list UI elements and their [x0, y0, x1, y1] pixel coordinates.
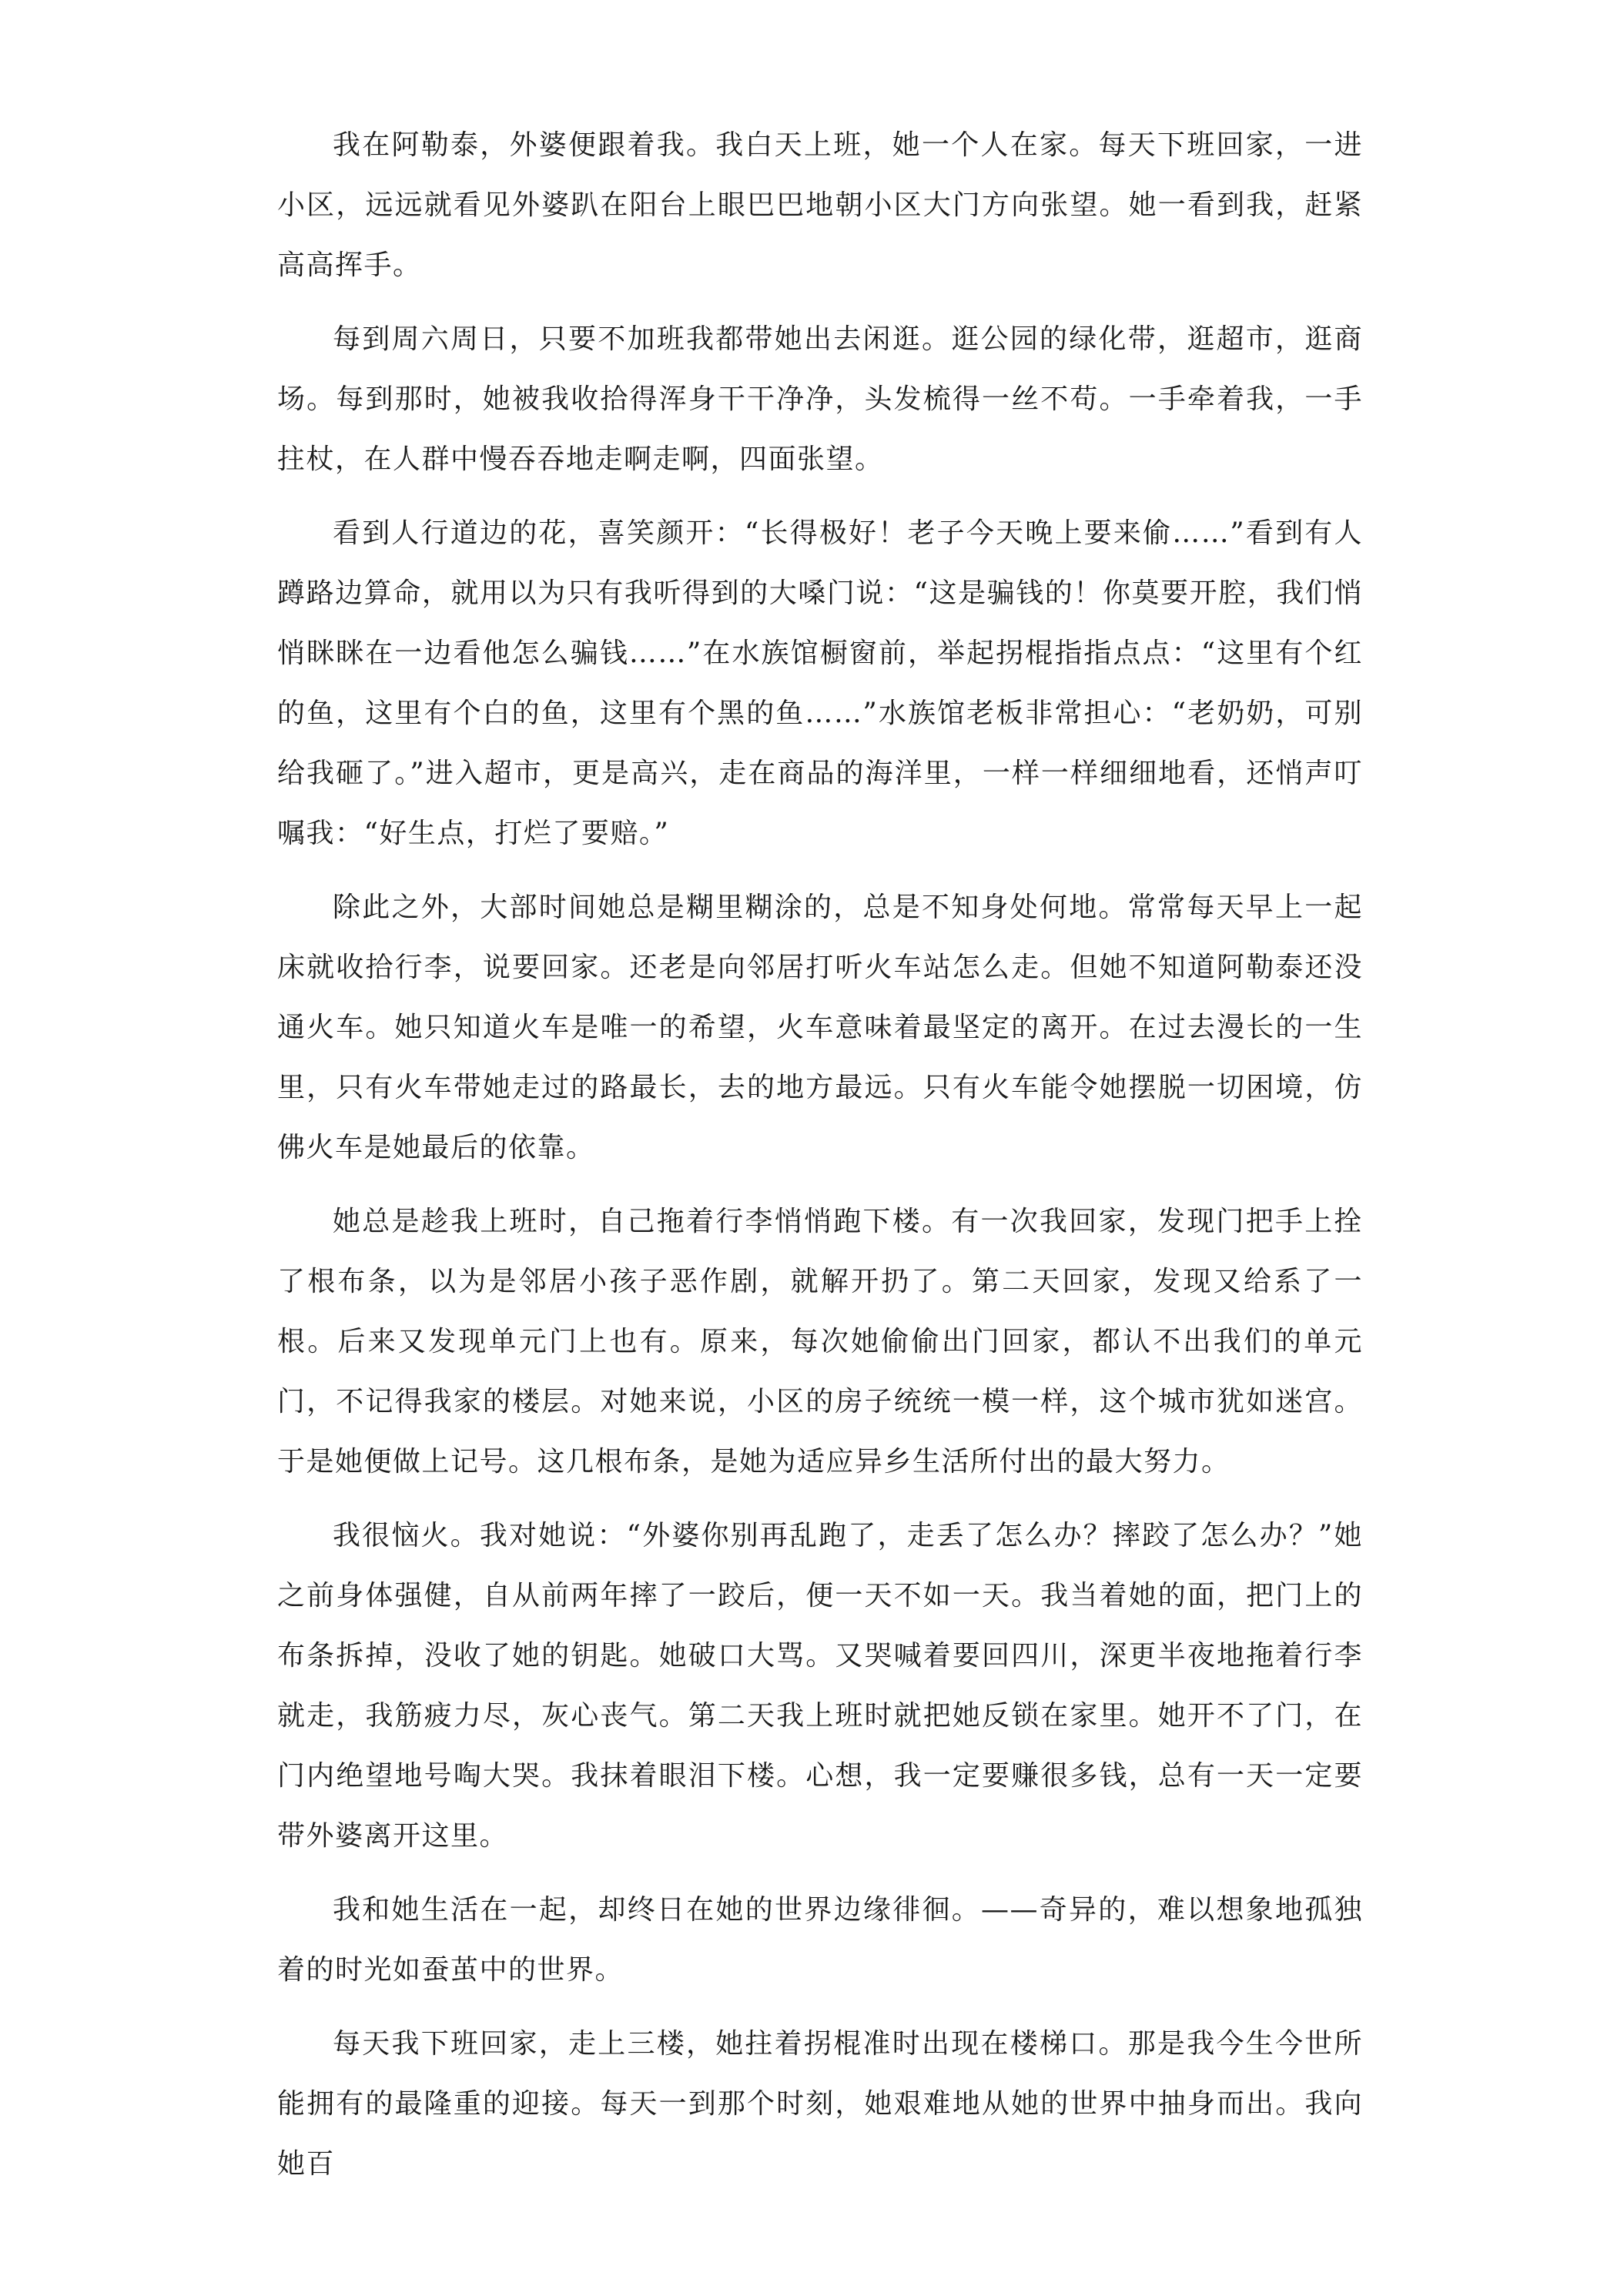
paragraph-3: 看到人行道边的花，喜笑颜开：“长得极好！老子今天晚上要来偷……”看到有人蹲路边算命，就用以为只有我听得到的大嗓门说：“这是骗钱的！你莫要开腔，我们悄悄眯眯在一边看他怎么骗钱……”在水族馆橱窗前，举起拐棍指指点点：“这里有个红的鱼，这里有个白的鱼，这里有个黑的鱼……”水族馆老板非常担心：“老奶奶，可别给我砸了。”进入超市，更是高兴，走在商品的海洋里，一样一样细细地看，还悄声叮嘱我：“好生点，打烂了要赔。”: [277, 517, 1363, 849]
document-body: [277, 115, 1363, 2208]
paragraph-6: 我很恼火。我对她说：“外婆你别再乱跑了，走丢了怎么办？摔跤了怎么办？”她之前身体强健，自从前两年摔了一跤后，便一天不如一天。我当着她的面，把门上的布条拆掉，没收了她的钥匙。她破口大骂。又哭喊着要回四川，深更半夜地拖着行李就走，我筋疲力尽，灰心丧气。第二天我上班时就把她反锁在家里。她开不了门，在门内绝望地号啕大哭。我抹着眼泪下楼。心想，我一定要赚很多钱，总有一天一定要带外婆离开这里。: [277, 1520, 1363, 1852]
paragraph-8: 每天我下班回家，走上三楼，她拄着拐棍准时出现在楼梯口。那是我今生今世所能拥有的最隆重的迎接。每天一到那个时刻，她艰难地从她的世界中抽身而出。我向她百: [277, 2028, 1363, 2180]
paragraph-7: 我和她生活在一起，却终日在她的世界边缘徘徊。——奇异的，难以想象地孤独着的时光如蚕茧中的世界。: [277, 1894, 1363, 1986]
paragraph-4: 除此之外，大部时间她总是糊里糊涂的，总是不知身处何地。常常每天早上一起床就收拾行李，说要回家。还老是向邻居打听火车站怎么走。但她不知道阿勒泰还没通火车。她只知道火车是唯一的希望，火车意味着最坚定的离开。在过去漫长的一生里，只有火车带她走过的路最长，去的地方最远。只有火车能令她摆脱一切困境，仿佛火车是她最后的依靠。: [277, 892, 1363, 1163]
paragraph-5: 她总是趁我上班时，自己拖着行李悄悄跑下楼。有一次我回家，发现门把手上拴了根布条，以为是邻居小孩子恶作剧，就解开扔了。第二天回家，发现又给系了一根。后来又发现单元门上也有。原来，每次她偷偷出门回家，都认不出我们的单元门，不记得我家的楼层。对她来说，小区的房子统统一模一样，这个城市犹如迷宫。于是她便做上记号。这几根布条，是她为适应异乡生活所付出的最大努力。: [277, 1206, 1363, 1478]
paragraph-1: 我在阿勒泰，外婆便跟着我。我白天上班，她一个人在家。每天下班回家，一进小区，远远就看见外婆趴在阳台上眼巴巴地朝小区大门方向张望。她一看到我，赶紧高高挥手。: [277, 129, 1363, 281]
paragraph-2: 每到周六周日，只要不加班我都带她出去闲逛。逛公园的绿化带，逛超市，逛商场。每到那时，她被我收拾得浑身干干净净，头发梳得一丝不苟。一手牵着我，一手拄杖，在人群中慢吞吞地走啊走啊，四面张望。: [277, 323, 1363, 475]
